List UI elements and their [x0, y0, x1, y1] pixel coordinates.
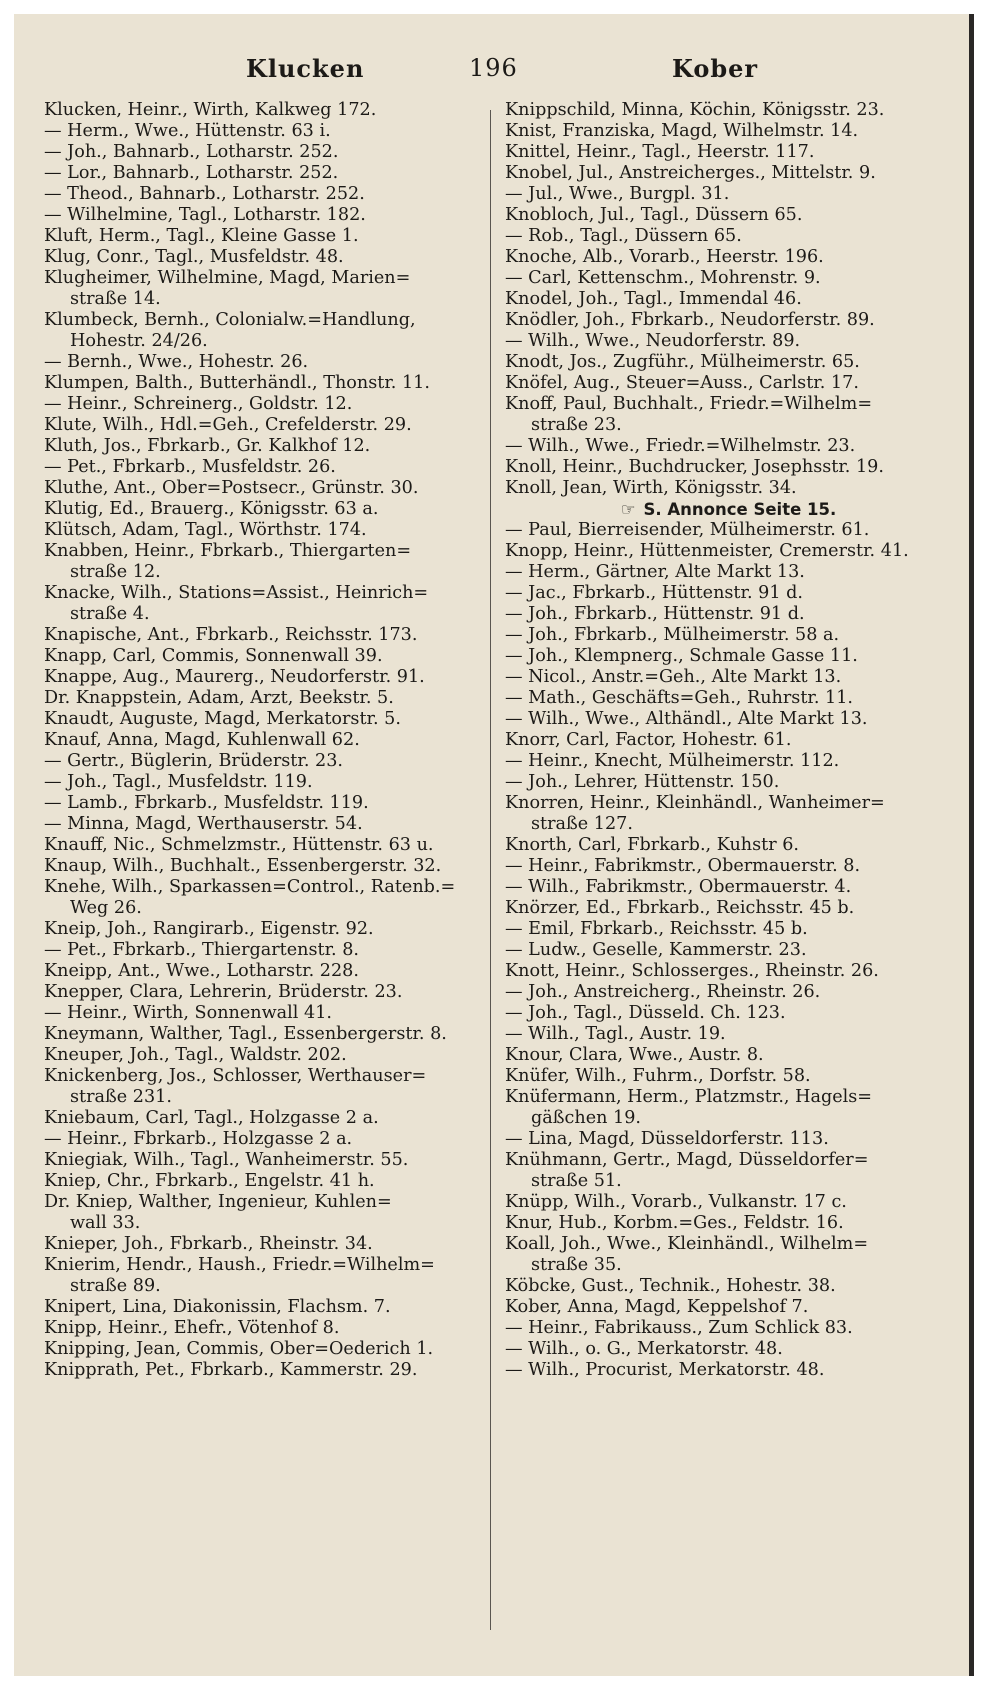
directory-entry: Kneuper, Joh., Tagl., Waldstr. 202. [44, 1045, 347, 1065]
directory-entry: — Wilhelmine, Tagl., Lotharstr. 182. [44, 205, 366, 225]
directory-entry: — Lor., Bahnarb., Lotharstr. 252. [44, 163, 339, 183]
directory-entry: Kluth, Jos., Fbrkarb., Gr. Kalkhof 12. [44, 436, 371, 456]
directory-entry: Klutig, Ed., Brauerg., Königsstr. 63 a. [44, 499, 379, 519]
directory-entry: Knoll, Heinr., Buchdrucker, Josephsstr. 19. [505, 457, 884, 477]
directory-entry: Klucken, Heinr., Wirth, Kalkweg 172. [44, 100, 377, 120]
directory-entry: — Herm., Gärtner, Alte Markt 13. [505, 562, 805, 582]
directory-entry: Knauf, Anna, Magd, Kuhlenwall 62. [44, 730, 360, 750]
directory-entry: — Wilh., Wwe., Althändl., Alte Markt 13. [505, 709, 868, 729]
directory-entry: — Joh., Anstreicherg., Rheinstr. 26. [505, 982, 821, 1002]
entry-continuation: gäßchen 19. [531, 1108, 642, 1128]
page-header [14, 54, 974, 88]
directory-entry: — Gertr., Büglerin, Brüderstr. 23. [44, 751, 343, 771]
column-divider [490, 110, 491, 1630]
directory-entry: — Bernh., Wwe., Hohestr. 26. [44, 352, 309, 372]
directory-entry: — Joh., Tagl., Musfeldstr. 119. [44, 772, 313, 792]
directory-entry: Knippschild, Minna, Köchin, Königsstr. 23. [505, 100, 885, 120]
directory-entry: — Pet., Fbrkarb., Musfeldstr. 26. [44, 457, 336, 477]
directory-entry: — Jac., Fbrkarb., Hüttenstr. 91 d. [505, 583, 803, 603]
entry-continuation: Hohestr. 24/26. [70, 331, 208, 351]
entry-continuation: wall 33. [70, 1213, 141, 1233]
directory-entry: — Pet., Fbrkarb., Thiergartenstr. 8. [44, 940, 360, 960]
directory-entry: — Herm., Wwe., Hüttenstr. 63 i. [44, 121, 331, 141]
directory-entry: — Heinr., Knecht, Mülheimerstr. 112. [505, 751, 840, 771]
directory-entry: — Wilh., Wwe., Friedr.=Wilhelmstr. 23. [505, 436, 856, 456]
directory-entry: Knoll, Jean, Wirth, Königsstr. 34. [505, 478, 797, 498]
directory-entry: Knopp, Heinr., Hüttenmeister, Cremerstr. 41. [505, 541, 909, 561]
directory-entry: Knipping, Jean, Commis, Ober=Oederich 1. [44, 1339, 434, 1359]
directory-entry: Koall, Joh., Wwe., Kleinhändl., Wilhelm= [505, 1234, 869, 1254]
directory-entry: Knobel, Jul., Anstreicherges., Mittelstr. 9. [505, 163, 876, 183]
entry-continuation: straße 127. [531, 814, 633, 834]
directory-entry: Knüpp, Wilh., Vorarb., Vulkanstr. 17 c. [505, 1192, 847, 1212]
directory-entry: Knoff, Paul, Buchhalt., Friedr.=Wilhelm= [505, 394, 873, 414]
directory-entry: Knittel, Heinr., Tagl., Heerstr. 117. [505, 142, 815, 162]
left-column [44, 100, 486, 1381]
directory-entry: — Theod., Bahnarb., Lotharstr. 252. [44, 184, 365, 204]
directory-entry: Dr. Kniep, Walther, Ingenieur, Kuhlen= [44, 1192, 392, 1212]
directory-entry: Kober, Anna, Magd, Keppelshof 7. [505, 1297, 809, 1317]
directory-entry: — Wilh., Procurist, Merkatorstr. 48. [505, 1360, 825, 1380]
directory-entry: Knapp, Carl, Commis, Sonnenwall 39. [44, 646, 383, 666]
entry-continuation: straße 51. [531, 1171, 622, 1191]
directory-entry: — Heinr., Wirth, Sonnenwall 41. [44, 1003, 332, 1023]
directory-entry: Knoche, Alb., Vorarb., Heerstr. 196. [505, 247, 824, 267]
directory-entry: Kneymann, Walther, Tagl., Essenbergerstr. 8. [44, 1024, 447, 1044]
directory-entry: — Wilh., o. G., Merkatorstr. 48. [505, 1339, 783, 1359]
directory-entry: — Wilh., Wwe., Neudorferstr. 89. [505, 331, 801, 351]
directory-entry: Knehe, Wilh., Sparkassen=Control., Ratenb.= [44, 877, 456, 897]
directory-entry: Knöfel, Aug., Steuer=Auss., Carlstr. 17. [505, 373, 859, 393]
directory-entry: Knierim, Hendr., Haush., Friedr.=Wilhelm= [44, 1255, 435, 1275]
directory-entry: Kniebaum, Carl, Tagl., Holzgasse 2 a. [44, 1108, 379, 1128]
directory-entry: — Joh., Fbrkarb., Hüttenstr. 91 d. [505, 604, 805, 624]
directory-entry: Kniep, Chr., Fbrkarb., Engelstr. 41 h. [44, 1171, 375, 1191]
directory-entry: — Jul., Wwe., Burgpl. 31. [505, 184, 730, 204]
directory-entry: — Heinr., Fabrikmstr., Obermauerstr. 8. [505, 856, 861, 876]
directory-entry: Knödler, Joh., Fbrkarb., Neudorferstr. 89. [505, 310, 875, 330]
right-column [505, 100, 952, 1381]
directory-entry: Knott, Heinr., Schlosserges., Rheinstr. 26. [505, 961, 879, 981]
entry-continuation: Weg 26. [70, 898, 142, 918]
directory-entry: Knist, Franziska, Magd, Wilhelmstr. 14. [505, 121, 859, 141]
directory-entry: Knodt, Jos., Zugführ., Mülheimerstr. 65. [505, 352, 860, 372]
directory-entry: Knacke, Wilh., Stations=Assist., Heinrich= [44, 583, 429, 603]
directory-entry: Dr. Knappstein, Adam, Arzt, Beekstr. 5. [44, 688, 394, 708]
directory-entry: Klütsch, Adam, Tagl., Wörthstr. 174. [44, 520, 367, 540]
directory-entry: Knüfermann, Herm., Platzmstr., Hagels= [505, 1087, 873, 1107]
directory-entry: Knodel, Joh., Tagl., Immendal 46. [505, 289, 802, 309]
directory-entry: Knörzer, Ed., Fbrkarb., Reichsstr. 45 b. [505, 898, 855, 918]
directory-entry: Knipert, Lina, Diakonissin, Flachsm. 7. [44, 1297, 391, 1317]
directory-entry: Kluthe, Ant., Ober=Postsecr., Grünstr. 30. [44, 478, 419, 498]
directory-entry: Knour, Clara, Wwe., Austr. 8. [505, 1045, 764, 1065]
directory-entry: Knorth, Carl, Fbrkarb., Kuhstr 6. [505, 835, 800, 855]
directory-entry: Knabben, Heinr., Fbrkarb., Thiergarten= [44, 541, 412, 561]
directory-entry: Knipprath, Pet., Fbrkarb., Kammerstr. 29. [44, 1360, 418, 1380]
entry-continuation: straße 35. [531, 1255, 622, 1275]
directory-entry: — Minna, Magd, Werthauserstr. 54. [44, 814, 363, 834]
directory-entry: Klumpen, Balth., Butterhändl., Thonstr. 11. [44, 373, 430, 393]
directory-entry: Knobloch, Jul., Tagl., Düssern 65. [505, 205, 803, 225]
directory-entry: — Rob., Tagl., Düssern 65. [505, 226, 742, 246]
directory-entry: — Math., Geschäfts=Geh., Ruhrstr. 11. [505, 688, 854, 708]
entry-continuation: straße 231. [70, 1087, 172, 1107]
directory-entry: Knipp, Heinr., Ehefr., Vötenhof 8. [44, 1318, 340, 1338]
directory-entry: — Wilh., Fabrikmstr., Obermauerstr. 4. [505, 877, 852, 897]
annonce-text: S. Annonce Seite 15. [643, 500, 837, 519]
entry-continuation: straße 12. [70, 562, 161, 582]
directory-entry: Knauff, Nic., Schmelzmstr., Hüttenstr. 63 u. [44, 835, 434, 855]
directory-entry: — Wilh., Tagl., Austr. 19. [505, 1024, 726, 1044]
directory-entry: — Lamb., Fbrkarb., Musfeldstr. 119. [44, 793, 369, 813]
header-left-word: Klucken [246, 54, 365, 83]
directory-entry: — Joh., Lehrer, Hüttenstr. 150. [505, 772, 780, 792]
directory-entry: Klug, Conr., Tagl., Musfeldstr. 48. [44, 247, 344, 267]
directory-entry: Knaudt, Auguste, Magd, Merkatorstr. 5. [44, 709, 401, 729]
directory-entry: — Emil, Fbrkarb., Reichsstr. 45 b. [505, 919, 808, 939]
directory-entry: — Nicol., Anstr.=Geh., Alte Markt 13. [505, 667, 842, 687]
directory-entry: Knüfer, Wilh., Fuhrm., Dorfstr. 58. [505, 1066, 811, 1086]
annonce-notice [505, 499, 952, 520]
directory-entry: Knieper, Joh., Fbrkarb., Rheinstr. 34. [44, 1234, 373, 1254]
entry-continuation: straße 23. [531, 415, 622, 435]
directory-entry: Knorr, Carl, Factor, Hohestr. 61. [505, 730, 792, 750]
directory-entry: Knühmann, Gertr., Magd, Düsseldorfer= [505, 1150, 869, 1170]
directory-entry: — Heinr., Schreinerg., Goldstr. 12. [44, 394, 353, 414]
directory-entry: Klumbeck, Bernh., Colonialw.=Handlung, [44, 310, 416, 330]
directory-entry: — Joh., Bahnarb., Lotharstr. 252. [44, 142, 339, 162]
directory-entry: — Joh., Fbrkarb., Mülheimerstr. 58 a. [505, 625, 840, 645]
directory-entry: Knickenberg, Jos., Schlosser, Werthauser= [44, 1066, 427, 1086]
directory-entry: Kniegiak, Wilh., Tagl., Wanheimerstr. 55. [44, 1150, 409, 1170]
directory-entry: — Paul, Bierreisender, Mülheimerstr. 61. [505, 520, 870, 540]
directory-page [14, 14, 974, 1676]
directory-entry: Köbcke, Gust., Technik., Hohestr. 38. [505, 1276, 836, 1296]
entry-continuation: straße 4. [70, 604, 150, 624]
header-right-word: Kober [672, 54, 759, 83]
directory-entry: Kneipp, Ant., Wwe., Lotharstr. 228. [44, 961, 359, 981]
directory-entry: Knaup, Wilh., Buchhalt., Essenbergerstr. 32. [44, 856, 442, 876]
page-number: 196 [469, 54, 518, 82]
directory-entry: Knappe, Aug., Maurerg., Neudorferstr. 91. [44, 667, 425, 687]
directory-entry: Klugheimer, Wilhelmine, Magd, Marien= [44, 268, 411, 288]
directory-entry: — Joh., Tagl., Düsseld. Ch. 123. [505, 1003, 786, 1023]
directory-entry: — Carl, Kettenschm., Mohrenstr. 9. [505, 268, 821, 288]
directory-entry: Knepper, Clara, Lehrerin, Brüderstr. 23. [44, 982, 403, 1002]
directory-entry: — Joh., Klempnerg., Schmale Gasse 11. [505, 646, 858, 666]
directory-entry: Kluft, Herm., Tagl., Kleine Gasse 1. [44, 226, 359, 246]
directory-entry: Knorren, Heinr., Kleinhändl., Wanheimer= [505, 793, 885, 813]
directory-entry: Kneip, Joh., Rangirarb., Eigenstr. 92. [44, 919, 374, 939]
directory-entry: — Heinr., Fbrkarb., Holzgasse 2 a. [44, 1129, 353, 1149]
directory-entry: Knur, Hub., Korbm.=Ges., Feldstr. 16. [505, 1213, 844, 1233]
entry-continuation: straße 14. [70, 289, 161, 309]
directory-entry: — Ludw., Geselle, Kammerstr. 23. [505, 940, 807, 960]
entry-continuation: straße 89. [70, 1276, 161, 1296]
directory-entry: — Lina, Magd, Düsseldorferstr. 113. [505, 1129, 829, 1149]
pointing-hand-icon: ☞ [620, 500, 636, 519]
directory-entry: Knapische, Ant., Fbrkarb., Reichsstr. 173. [44, 625, 418, 645]
directory-entry: — Heinr., Fabrikauss., Zum Schlick 83. [505, 1318, 853, 1338]
directory-entry: Klute, Wilh., Hdl.=Geh., Crefelderstr. 29. [44, 415, 412, 435]
